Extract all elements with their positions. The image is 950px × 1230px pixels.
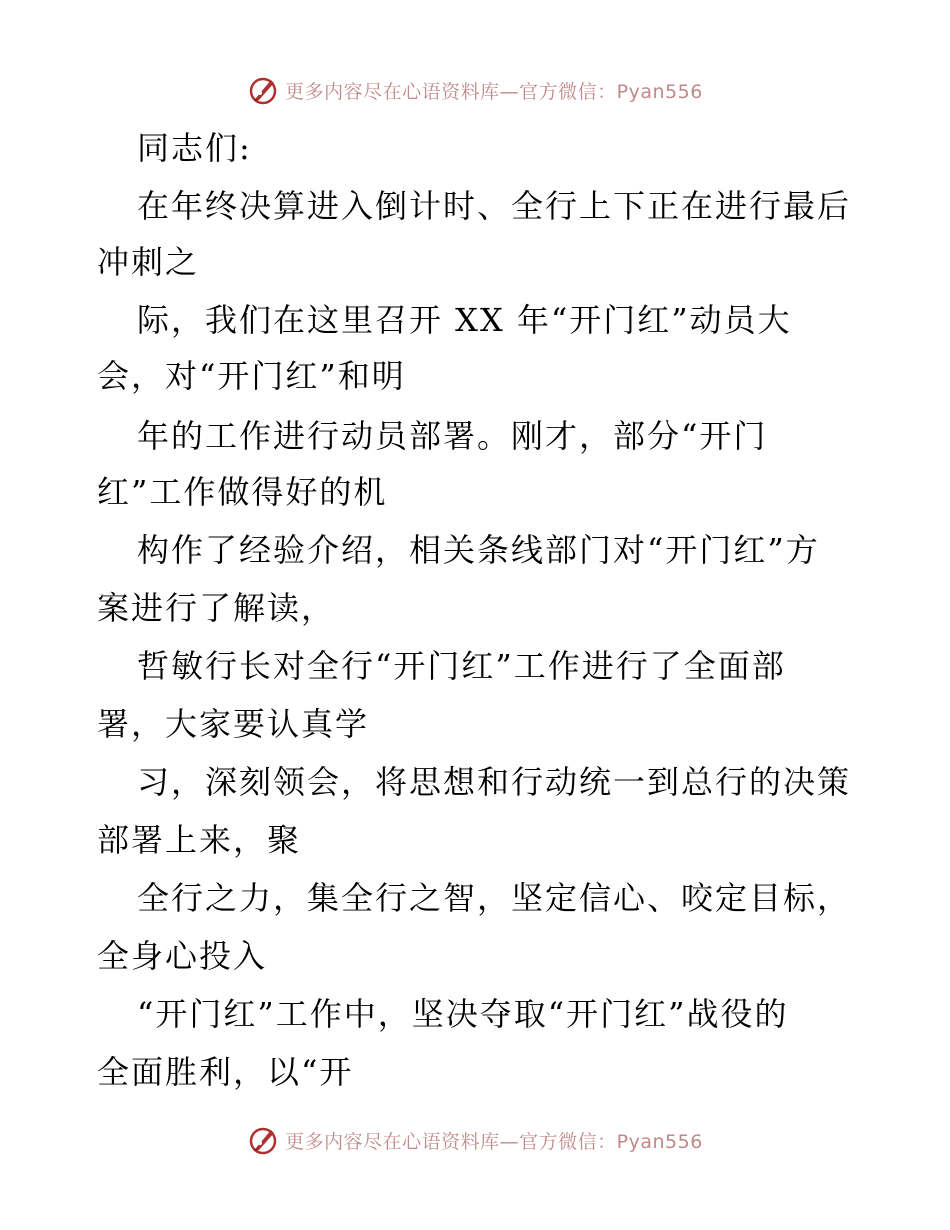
body-line: 习，深刻领会，将思想和行动统一到总行的决策 — [137, 763, 852, 801]
body-line: 构作了经验介绍，相关条线部门对“开门红”方 — [137, 531, 820, 569]
body-line: 部署上来，聚 — [97, 821, 302, 859]
body-line: 全面胜利，以“开 — [97, 1053, 354, 1091]
body-line: 全身心投入 — [97, 937, 268, 975]
body-line: 署，大家要认真学 — [97, 705, 370, 743]
body-line: 会，对“开门红”和明 — [97, 357, 406, 395]
body-line: 在年终决算进入倒计时、全行上下正在进行最后 — [137, 187, 852, 225]
quill-pen-logo-icon — [247, 1124, 279, 1156]
body-line: “开门红”工作中，坚决夺取“开门红”战役的 — [137, 995, 789, 1033]
body-line: 案进行了解读， — [97, 589, 336, 627]
body-line: 年的工作进行动员部署。刚才，部分“开门 — [137, 417, 768, 455]
body-line: 同志们: — [137, 129, 252, 167]
header-banner-text: 更多内容尽在心语资料库—官方微信：Pyan556 — [285, 80, 703, 103]
footer-banner-text: 更多内容尽在心语资料库—官方微信：Pyan556 — [285, 1130, 703, 1153]
header-banner — [0, 70, 950, 110]
body-line: 际，我们在这里召开 XX 年“开门红”动员大 — [137, 301, 792, 339]
quill-pen-logo-icon — [247, 74, 279, 106]
body-line: 红”工作做得好的机 — [97, 473, 388, 511]
body-line: 哲敏行长对全行“开门红”工作进行了全面部 — [137, 647, 786, 685]
footer-banner — [0, 1120, 950, 1160]
body-line: 冲刺之 — [97, 243, 200, 281]
body-line: 全行之力，集全行之智，坚定信心、咬定目标， — [137, 879, 852, 917]
